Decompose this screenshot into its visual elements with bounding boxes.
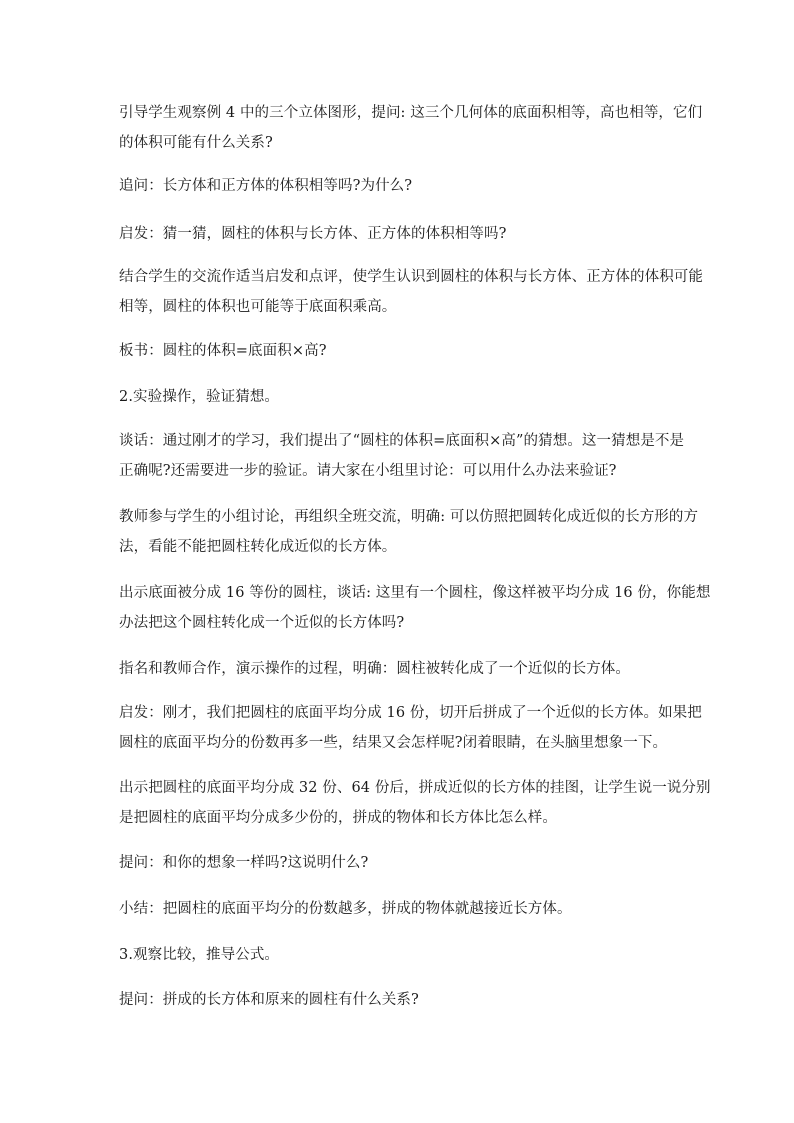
paragraph-8-line-2: 法，看能不能把圆柱转化成近似的长方体。 xyxy=(119,539,397,555)
paragraph-4-line-2: 相等，圆柱的体积也可能等于底面积乘高。 xyxy=(119,299,397,315)
paragraph-11-line-1: 启发：刚才，我们把圆柱的底面平均分成 16 份，切开后拼成了一个近似的长方体。如果把 xyxy=(119,705,702,721)
paragraph-1-line-2: 的体积可能有什么关系? xyxy=(119,135,273,151)
paragraph-11-line-2: 圆柱的底面平均分的份数再多一些，结果又会怎样呢?闭着眼睛，在头脑里想象一下。 xyxy=(119,735,668,751)
paragraph-9-line-2: 办法把这个圆柱转化成一个近似的长方体吗? xyxy=(119,615,405,631)
paragraph-1-line-1: 引导学生观察例 4 中的三个立体图形，提问: 这三个几何体的底面积相等，高也相等，它们 xyxy=(119,105,703,121)
paragraph-10-line-1: 指名和教师合作，演示操作的过程，明确：圆柱被转化成了一个近似的长方体。 xyxy=(119,661,630,677)
paragraph-5-line-1: 板书：圆柱的体积=底面积×高? xyxy=(119,343,327,359)
paragraph-8-line-1: 教师参与学生的小组讨论，再组织全班交流，明确: 可以仿照把圆转化成近似的长方形的方 xyxy=(119,509,699,525)
paragraph-7-line-1: 谈话：通过刚才的学习，我们提出了“圆柱的体积=底面积×高”的猜想。这一猜想是不是 xyxy=(119,433,685,449)
paragraph-16-line-1: 提问：拼成的长方体和原来的圆柱有什么关系? xyxy=(119,992,419,1008)
paragraph-4-line-1: 结合学生的交流作适当启发和点评，使学生认识到圆柱的体积与长方体、正方体的体积可能 xyxy=(119,269,703,285)
paragraph-2-line-1: 追问：长方体和正方体的体积相等吗?为什么? xyxy=(119,178,413,194)
paragraph-12-line-1: 出示把圆柱的底面平均分成 32 份、64 份后，拼成近似的长方体的挂图，让学生说一说分别 xyxy=(119,780,711,796)
paragraph-15-line-1: 3.观察比较，推导公式。 xyxy=(119,947,280,963)
paragraph-9-line-1: 出示底面被分成 16 等份的圆柱，谈话: 这里有一个圆柱，像这样被平均分成 16 份，你能想 xyxy=(119,585,711,601)
paragraph-6-line-1: 2.实验操作，验证猜想。 xyxy=(119,389,280,405)
paragraph-7-line-2: 正确呢?还需要进一步的验证。请大家在小组里讨论：可以用什么办法来验证? xyxy=(119,463,617,479)
paragraph-12-line-2: 是把圆柱的底面平均分成多少份的，拼成的物体和长方体比怎么样。 xyxy=(119,810,557,826)
paragraph-14-line-1: 小结：把圆柱的底面平均分的份数越多，拼成的物体就越接近长方体。 xyxy=(119,901,572,917)
paragraph-13-line-1: 提问：和你的想象一样吗?这说明什么? xyxy=(119,855,369,871)
paragraph-3-line-1: 启发：猜一猜，圆柱的体积与长方体、正方体的体积相等吗? xyxy=(119,226,507,242)
